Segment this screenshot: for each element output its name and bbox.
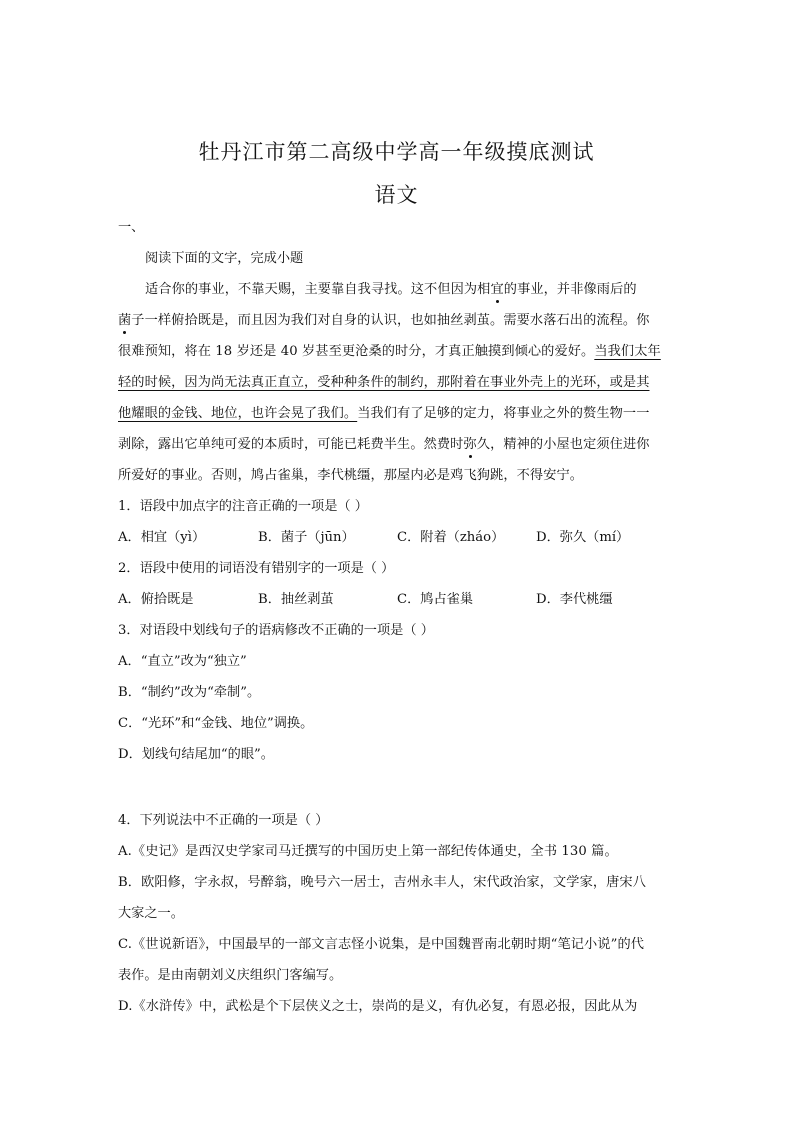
passage-text: 剥除，露出它单纯可爱的本质时，可能已耗费半生。然费时 <box>118 437 464 452</box>
question-4-stem: 4．下列说法中不正确的一项是（ ） <box>118 813 329 828</box>
q1-option-d: D．弥久（mí） <box>536 530 630 545</box>
question-2-stem: 2．语段中使用的词语没有错别字的一项是（ ） <box>118 561 395 576</box>
page-title: 牡丹江市第二高级中学高一年级摸底测试 <box>198 140 595 164</box>
passage-line-1 <box>145 280 637 300</box>
underlined-sentence: 当我们太年 <box>594 344 661 359</box>
question-3-stem: 3．对语段中划线句子的语病修改不正确的一项是（ ） <box>118 623 434 638</box>
q4-option-b-line-1: B．欧阳修，字永叔，号醉翁，晚号六一居士，吉州永丰人，宋代政治家，文学家，唐宋八 <box>118 875 646 890</box>
q4-option-b-line-2: 大家之一。 <box>118 906 184 921</box>
q2-option-a: A．俯拾既是 <box>118 592 194 607</box>
q1-option-c: C．附着（zháo） <box>397 530 505 545</box>
instruction-text: 阅读下面的文字，完成小题 <box>145 251 304 266</box>
passage-text: 子一样俯拾既是，而且因为我们对自身的认识，也如抽丝剥茧。需要水落石出的流程。你 <box>131 313 650 328</box>
q4-option-c-line-2: 表作。是由南朝刘义庆组织门客编写。 <box>118 968 343 983</box>
passage-line-6 <box>118 435 650 455</box>
passage-text: 久，精神的小屋也定须住进你 <box>476 437 650 452</box>
passage-text: 当我们有了足够的定力，将事业之外的赘生物一一 <box>357 406 650 421</box>
q3-option-b: B．“制约”改为“牵制”。 <box>118 685 261 700</box>
q4-option-d-line-1: D.《水浒传》中，武松是个下层侠义之士，崇尚的是义，有仇必复，有恩必报，因此从为 <box>118 999 638 1014</box>
q2-option-c: C．鸠占雀巢 <box>397 592 474 607</box>
q2-option-b: B．抽丝剥茧 <box>258 592 334 607</box>
q4-option-a: A.《史记》是西汉史学家司马迁撰写的中国历史上第一部纪传体通史，全书 130 篇。 <box>118 844 618 859</box>
underlined-sentence: 他耀眼的金钱、地位，也许会晃了我们。 <box>118 406 358 421</box>
passage-text: 的事业，并非像雨后的 <box>503 282 637 297</box>
q2-option-d: D．李代桃缰 <box>536 592 613 607</box>
passage-line-5 <box>118 404 650 424</box>
q4-option-c-line-1: C.《世说新语》，中国最早的一部文言志怪小说集，是中国魏晋南北朝时期“笔记小说”的代 <box>118 937 645 952</box>
question-1-stem: 1．语段中加点字的注音正确的一项是（ ） <box>118 499 368 514</box>
passage-line-3 <box>118 342 661 362</box>
dotted-char: 宜 <box>490 282 504 297</box>
passage-text: 很难预知，将在 18 岁还是 40 岁甚至更沧桑的时分，才真正触摸到倾心的爱好。 <box>118 344 595 359</box>
passage-line-4: 轻的时候，因为尚无法真正直立，受种种条件的制约，那附着在事业外壳上的光环，或是其 <box>118 375 650 390</box>
q3-option-c: C．“光环”和“金钱、地位”调换。 <box>118 716 314 731</box>
passage-text: 适合你的事业，不靠天赐，主要靠自我寻找。这不但因为相 <box>145 282 491 297</box>
passage-line-7: 所爱好的事业。否则，鸠占雀巢，李代桃缰，那屋内必是鸡飞狗跳，不得安宁。 <box>118 468 584 483</box>
subject-title: 语文 <box>374 183 419 207</box>
dotted-char: 弥 <box>463 437 477 452</box>
q3-option-a: A．“直立”改为“独立” <box>118 654 247 669</box>
q3-option-d: D．划线句结尾加“的眼”。 <box>118 747 274 762</box>
q1-option-a: A．相宜（yì） <box>118 530 206 545</box>
dotted-char: 菌 <box>118 313 132 328</box>
passage-line-2 <box>118 311 650 331</box>
q1-option-b: B．菌子（jūn） <box>258 530 355 545</box>
section-label: 一、 <box>118 220 145 235</box>
